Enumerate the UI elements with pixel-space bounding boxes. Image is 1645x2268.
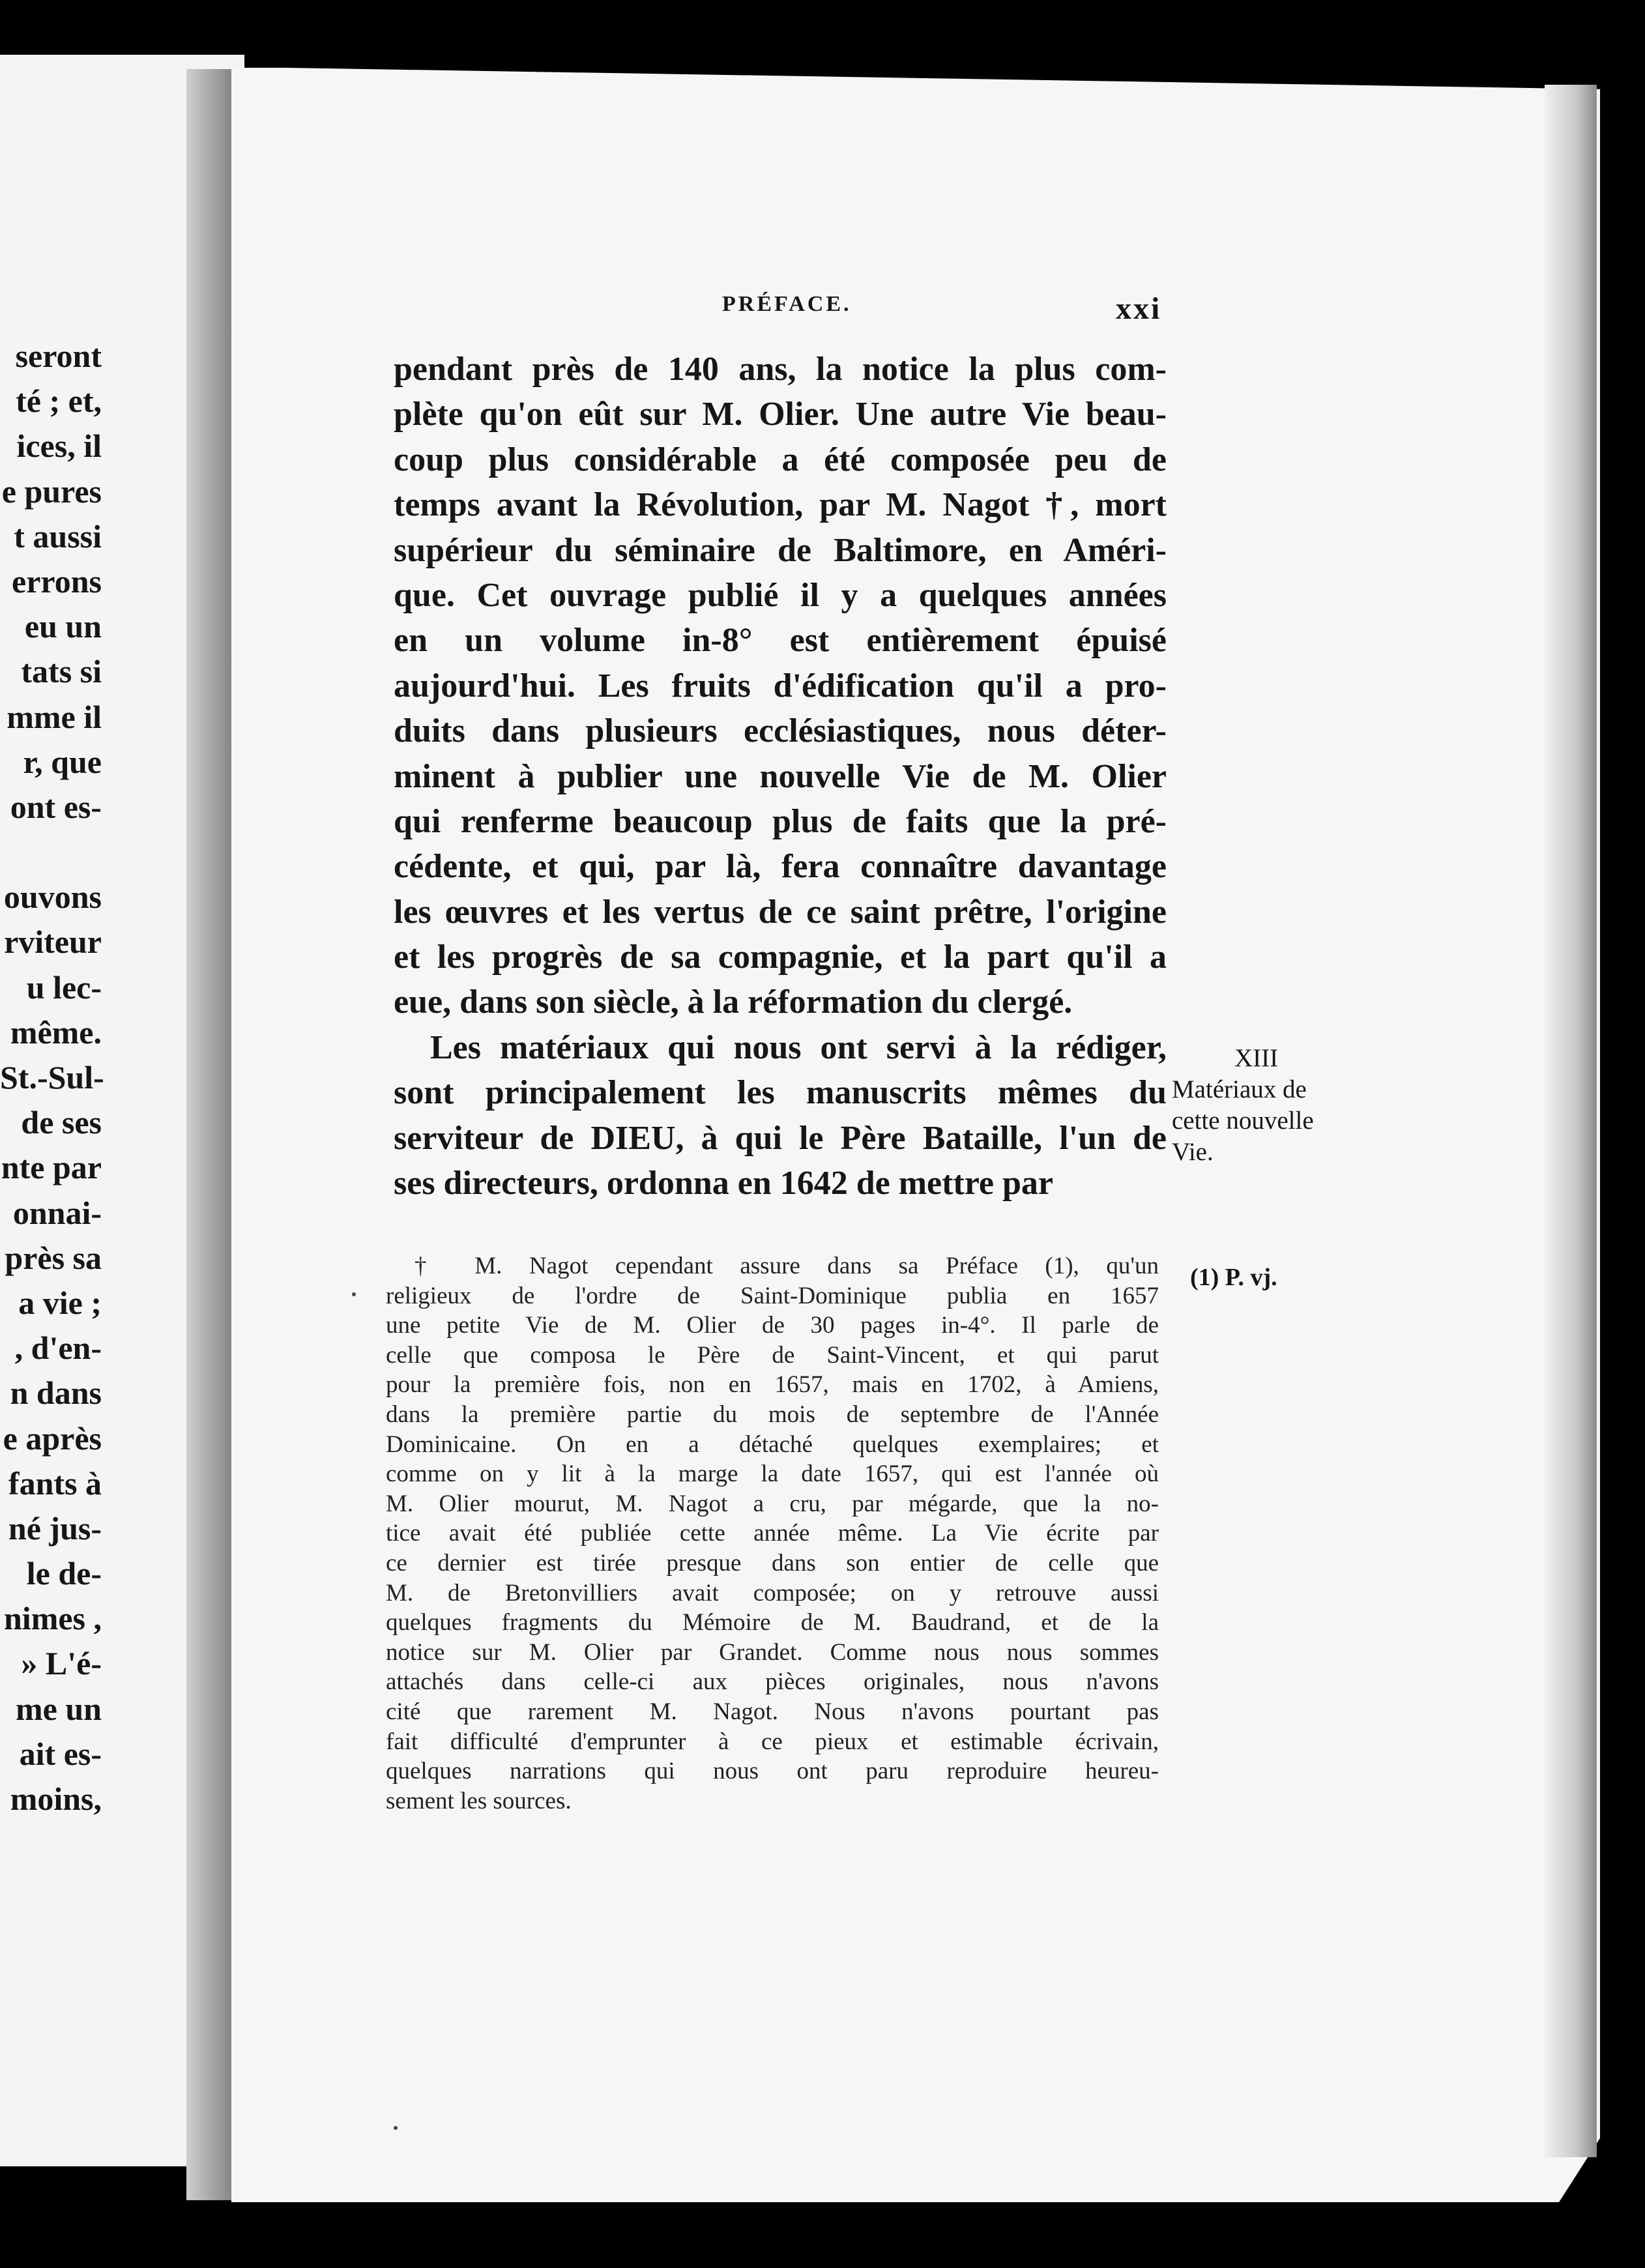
body-line: et les progrès de sa compagnie, et la part qu'il a [394,938,1167,976]
left-page-line: ices, il [16,428,102,465]
body-line: eue, dans son siècle, à la réformation du clergé. [394,983,1073,1021]
body-line: minent à publier une nouvelle Vie de M. Olier [394,757,1167,795]
footnote-line: attachés dans celle-ci aux pièces originales, nous n'avons [386,1668,1159,1696]
ink-speck [352,1292,356,1296]
body-line: temps avant la Révolution, par M. Nagot †, mort [394,486,1167,524]
running-head: PRÉFACE. [722,292,852,316]
left-page-line: ont es- [10,788,102,825]
footnote-line: quelques narrations qui nous ont paru reproduire heureu- [386,1758,1159,1785]
ink-speck [394,2126,398,2130]
body-line: Les matériaux qui nous ont servi à la rédiger, [430,1028,1167,1066]
body-line: supérieur du séminaire de Baltimore, en Améri- [394,531,1167,569]
left-page-line: le de- [26,1555,102,1592]
body-line: serviteur de DIEU, à qui le Père Bataille, l'un de [394,1119,1167,1157]
left-page-line: né jus- [8,1509,102,1547]
body-line: aujourd'hui. Les fruits d'édification qu'il a pro- [394,667,1167,705]
left-page-line: nimes , [4,1600,102,1637]
page-edge [1545,85,1597,2157]
margin-note-line: cette nouvelle [1172,1107,1314,1135]
left-page-line: , d'en- [14,1330,102,1367]
body-line: que. Cet ouvrage publié il y a quelques années [394,576,1167,614]
left-page-line: me un [16,1690,102,1727]
left-page-line: moins, [10,1781,102,1817]
body-line: en un volume in-8° est entièrement épuisé [394,622,1167,660]
body-text [394,347,1167,1206]
left-page-line: errons [12,562,102,600]
left-page-line: e pures [1,472,102,510]
left-page-line: r, que [23,743,102,780]
left-page-line: u lec- [26,968,102,1006]
footnote-line: pour la première fois, non en 1657, mais en 1702, à Amiens, [386,1371,1159,1399]
footnote-reference: (1) P. vj. [1190,1264,1277,1291]
left-page-line: St.-Sul- [0,1059,104,1096]
left-page-line [0,830,102,875]
left-page-line: » L'é- [21,1645,102,1682]
footnote-line: une petite Vie de M. Olier de 30 pages in-4°. Il parle de [386,1312,1159,1339]
left-page-line: nte par [1,1149,102,1186]
left-page-line: onnai- [12,1194,102,1231]
left-page-line: e après [3,1419,102,1457]
footnote-line: sement les sources. [386,1787,572,1814]
left-page-line: n dans [10,1374,102,1412]
body-line: coup plus considérable a été composée peu de [394,441,1167,478]
left-page-text [0,334,102,1822]
margin-note-line: Matériaux de [1172,1075,1307,1103]
footnote-line: quelques fragments du Mémoire de M. Baudrand, et de la [386,1609,1159,1636]
footnote-line: religieux de l'ordre de Saint-Dominique publia en 1657 [386,1282,1159,1309]
left-page-line: té ; et, [16,383,102,420]
footnote-line: dans la première partie du mois de septembre de l'Année [386,1401,1159,1428]
body-line: duits dans plusieurs ecclésiastiques, nous déter- [394,712,1167,750]
footnote-line: tice avait été publiée cette année même. La Vie écrite par [386,1520,1159,1547]
footnote-line: fait difficulté d'emprunter à ce pieux et estimable écrivain, [386,1728,1159,1755]
footnote-line: comme on y lit à la marge la date 1657, qui est l'année où [386,1461,1159,1488]
body-line: ses directeurs, ordonna en 1642 de mettre par [394,1165,1053,1202]
left-page-line: près sa [5,1239,102,1276]
body-line: les œuvres et les vertus de ce saint prêtre, l'origine [394,893,1167,931]
left-page-line: ait es- [19,1735,102,1772]
footnote-line: M. de Bretonvilliers avait composée; on y retrouve aussi [386,1579,1159,1606]
left-page-line: eu un [24,608,102,645]
footnote-line: celle que composa le Père de Saint-Vincent, et qui parut [386,1341,1159,1369]
left-page-line: mme il [7,698,102,735]
left-page-line: même. [10,1013,102,1051]
left-page-line: ouvons [3,879,102,916]
left-page-line: de ses [21,1104,102,1141]
left-page-line: tats si [21,653,102,690]
margin-note [1172,1043,1348,1168]
footnote-line: † M. Nagot cependant assure dans sa Préface (1), qu'un [415,1253,1159,1279]
body-line: cédente, et qui, par là, fera connaître davantage [394,848,1167,886]
body-line: pendant près de 140 ans, la notice la plus com- [394,351,1167,388]
body-line: plète qu'on eût sur M. Olier. Une autre Vie beau- [394,396,1167,433]
footnote-line: M. Olier mourut, M. Nagot a cru, par mégarde, que la no- [386,1490,1159,1517]
body-line: qui renferme beaucoup plus de faits que la pré- [394,802,1167,840]
footnote-line: notice sur M. Olier par Grandet. Comme nous nous sommes [386,1638,1159,1666]
left-page-line: a vie ; [18,1284,102,1321]
page-number: xxi [1116,291,1162,326]
left-page-line: t aussi [14,517,102,555]
footnote [386,1251,1159,1816]
left-page-line: seront [15,338,102,374]
margin-note-line: Vie. [1172,1138,1214,1166]
left-page-line: fants à [8,1464,102,1502]
body-line: sont principalement les manuscrits mêmes du [394,1074,1167,1112]
left-page-line: rviteur [4,923,102,961]
margin-note-number: XIII [1234,1044,1279,1072]
footnote-line: cité que rarement M. Nagot. Nous n'avons pourtant pas [386,1698,1159,1725]
footnote-line: ce dernier est tirée presque dans son entier de celle que [386,1549,1159,1577]
footnote-line: Dominicaine. On en a détaché quelques exemplaires; et [386,1431,1159,1458]
